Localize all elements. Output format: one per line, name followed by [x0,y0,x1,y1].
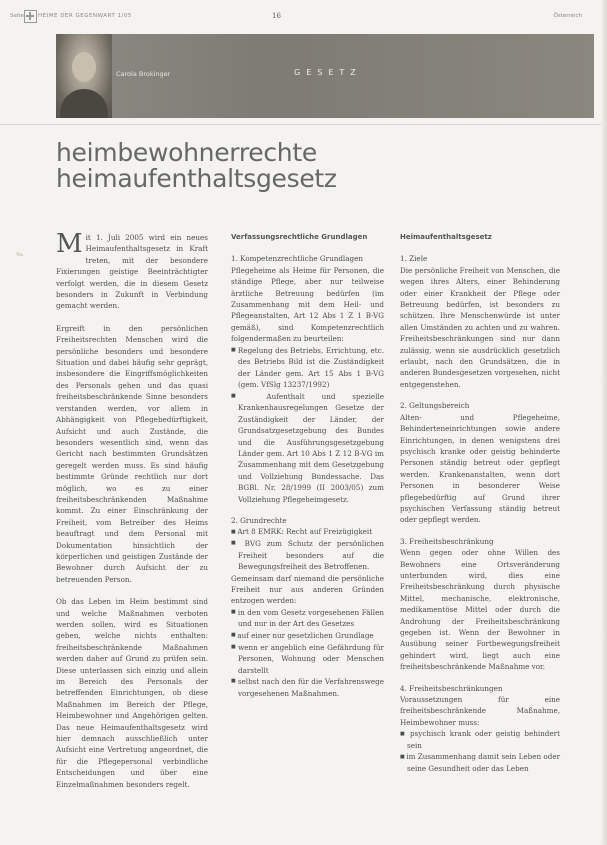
section-2-title: 2. Geltungsbereich [400,401,470,411]
bullet-list-1 [231,345,384,505]
divider [0,124,607,125]
list-item: ■ Art 8 EMRK: Recht auf Freizügigkeit [231,526,384,538]
section-1-text: Pflegeheime als Heime für Personen, die ständige Pflege, aber nur teilweise ärztliche Betreuung bedürfen (im Zusammenhang mit dem Heil- und Pflegeanstalten, Art 12 Abs 1 Z 1 B-VG gemäß), sind Kompetenzrechtlich folgendermaßen zu beurteilen: [231,265,384,344]
column-3-heading: Heimaufenthaltsgesetz [400,233,492,241]
list-item: ■ Regelung des Betriebs, Errichtung, etc. des Betriebs Bild ist die Zuständigkeit der Länder gem. Art 15 Abs 1 B-VG (gem. VfSlg 13237/1992) [231,345,384,391]
author-banner [56,34,594,118]
section-3-title: 3. Freiheitsbeschränkung [400,536,494,546]
intro-text: it 1. Juli 2005 wird ein neues Heimaufenthaltsgesetz in Kraft treten, mit der besondere Fixierungen geistige Beeinträchtigter verfolgt werden, die in diesem Gesetz besonders in Zukunft in Verbindung gemacht werden. [56,233,208,311]
running-header [10,10,600,24]
title-line-1: heimbewohnerrechte [56,138,317,167]
section-1-title: 1. Ziele [400,254,428,264]
bullet-list [400,728,560,774]
header-left: Seite [10,13,24,19]
column-2-heading: Verfassungsrechtliche Grundlagen [231,233,368,241]
author-face [72,52,96,82]
list-item: ■ wenn er angeblich eine Gefährdung für Personen, Wohnung oder Menschen darstellt [231,642,384,677]
journal-title: HEIME DER GEGENWART 1/05 [38,13,132,19]
paragraph-3: Ob das Leben im Heim bestimmt sind und welche Maßnahmen verboten werden sollen, wird es Situationen geben, welche nichts enthalten: freiheitsbeschränkende Maßnahmen werden daher auf Grund zu prüfen sein. Diese unterlassen sich einzig und allein im Bereich des Personals der betreffenden Einrichtungen, ob diese Maßnahmen im Bereich der Pflege, Heimbewohner und Angehörigen gelten. Das neue Heimaufenthaltsgesetz wird hier demnach ausschließlich unter Aufsicht eine Vertretung angeordnet, die für die Pflegepersonal verbindliche Entscheidungen und über eine Einzelmaßnahmen besonders regelt. [56,597,208,789]
author-shoulders [60,89,108,118]
column-3 [400,232,560,774]
drop-cap: M [56,229,83,259]
header-right: Österreich [553,13,582,19]
list-item: ■ auf einer nur gesetzlichen Grundlage [231,630,384,642]
section-4-text: Voraussetzungen für eine freiheitsbeschränkende Maßnahme, Heimbewohner muss: [400,695,560,727]
section-4-title: 4. Freiheitsbeschränkungen [400,683,503,693]
page-number: 16 [272,12,281,20]
list-item: ■ BVG zum Schutz der persönlichen Freiheit besonders auf die Bewegungsfreiheit des Betroffenen. [231,538,384,573]
intro-paragraph [56,229,208,312]
column-1 [56,229,208,801]
bullet-list-2 [231,526,384,572]
section-2-title: 2. Grundrechte [231,515,287,525]
section-2-text: Gemeinsam darf niemand die persönliche Freiheit nur aus anderen Gründen entzogen werden: [231,573,384,606]
list-item: ■ psychisch krank oder geistig behindert sein [400,728,560,751]
section-3-text: Wenn gegen oder ohne Willen des Bewohners eine Ortsveränderung unterbunden wird, dies eine Freiheitsbeschränkung durch physische Mittel, mechanische, elektronische, medikamentöse Mittel oder durch die Androhung der Freiheitsbeschränkung gegeben ist. Wenn der Bewohner in Ausübung seiner Fortbewegungsfreiheit gehindert wird, liegt auch eine freiheitsbeschränkende Maßnahme vor. [400,548,560,672]
section-label: GESETZ [294,68,362,77]
section-1-title: 1. Kompetenzrechtliche Grundlagen [231,254,363,264]
author-photo [56,34,112,118]
list-item: ■ Aufenthalt und spezielle Krankenhausregelungen Gesetze der Zuständigkeit der Länder, der Grundsatzgesetzgebung des Bundes und die Ausführungsgesetzgebung Länder gem. Art 10 Abs 1 Z 12 B-VG im Zusammenhang mit dem Gesetzgebung und Vollziehung Bundessache. Das BGBl. Nr. 28/1999 (II 2003/05) zum Vollziehung Pflegeheimgesetz. [231,391,384,505]
author-name: Carola Brokinger [116,70,171,78]
pencil-mark-icon: ✎ [14,249,27,262]
page-edge-shadow [601,0,607,845]
list-item: ■ selbst nach den für die Verfahrenswege vorgesehenen Maßnahmen. [231,676,384,699]
list-item: ■ in den vom Gesetz vorgesehenen Fällen und nur in der Art des Gesetzes [231,607,384,630]
journal-logo-icon [24,10,37,23]
title-line-2: heimaufenthaltsgesetz [56,164,337,193]
paragraph-2: Ergreift in den persönlichen Freiheitsrechten Menschen wird die persönliche besonders und besondere Situation und dabei häufig sehr geprägt, insbesondere die Eingriffsmöglichkeiten des Personals gehen und das quasi freiheitsbeschränkende Sinne besonders verstanden werden, vor allem in Abhängigkeit von Pflegebedürftigkeit, Aufsicht und auch Zustände, die besonders wesentlich sind, wenn das Gericht nach bestimmten Grundsätzen geregelt werden muss. Es sind häufig bestimmte Gründe rechtlich nur dort möglich, wo es zu einer freiheitsbeschränkenden Maßnahme kommt. Zu einer Einschränkung der Freiheit, vom Betreiber des Heims beauftragt und dem Personal mit Dokumentation hinsichtlich der körperlichen und geistigen Zustände der Bewohner durch Aufsicht der zu betreuenden Person. [56,323,208,584]
article-title [56,140,337,192]
list-item: ■ im Zusammenhang damit sein Leben oder seine Gesundheit oder das Leben [400,751,560,774]
bullet-list-3 [231,607,384,699]
column-2 [231,232,384,699]
section-2-text: Alten- und Pflegeheime, Behinderteneinrichtungen sowie andere Einrichtungen, in denen wenigstens drei psychisch kranke oder geistig behinderte Personen ständig betreut oder gepflegt werden. Krankenanstalten, wenn dort Personen in besonderer Weise pflegebedürftig auf Grund ihrer psychischen Verfassung ständig betreut oder gepflegt werden. [400,412,560,525]
section-1-text: Die persönliche Freiheit von Menschen, die wegen ihres Alters, einer Behinderung oder einer Krankheit der Pflege oder Betreuung bedürfen, ist besonders zu schützen. Ihre Menschenwürde ist unter allen Umständen zu achten und zu wahren. Freiheitsbeschränkungen sind nur dann zulässig, wenn sie ausdrücklich gesetzlich erlaubt, nach den Grundsätzen, die in anderen Bundesgesetzen vorgesehen, nicht entgegenstehen. [400,265,560,389]
